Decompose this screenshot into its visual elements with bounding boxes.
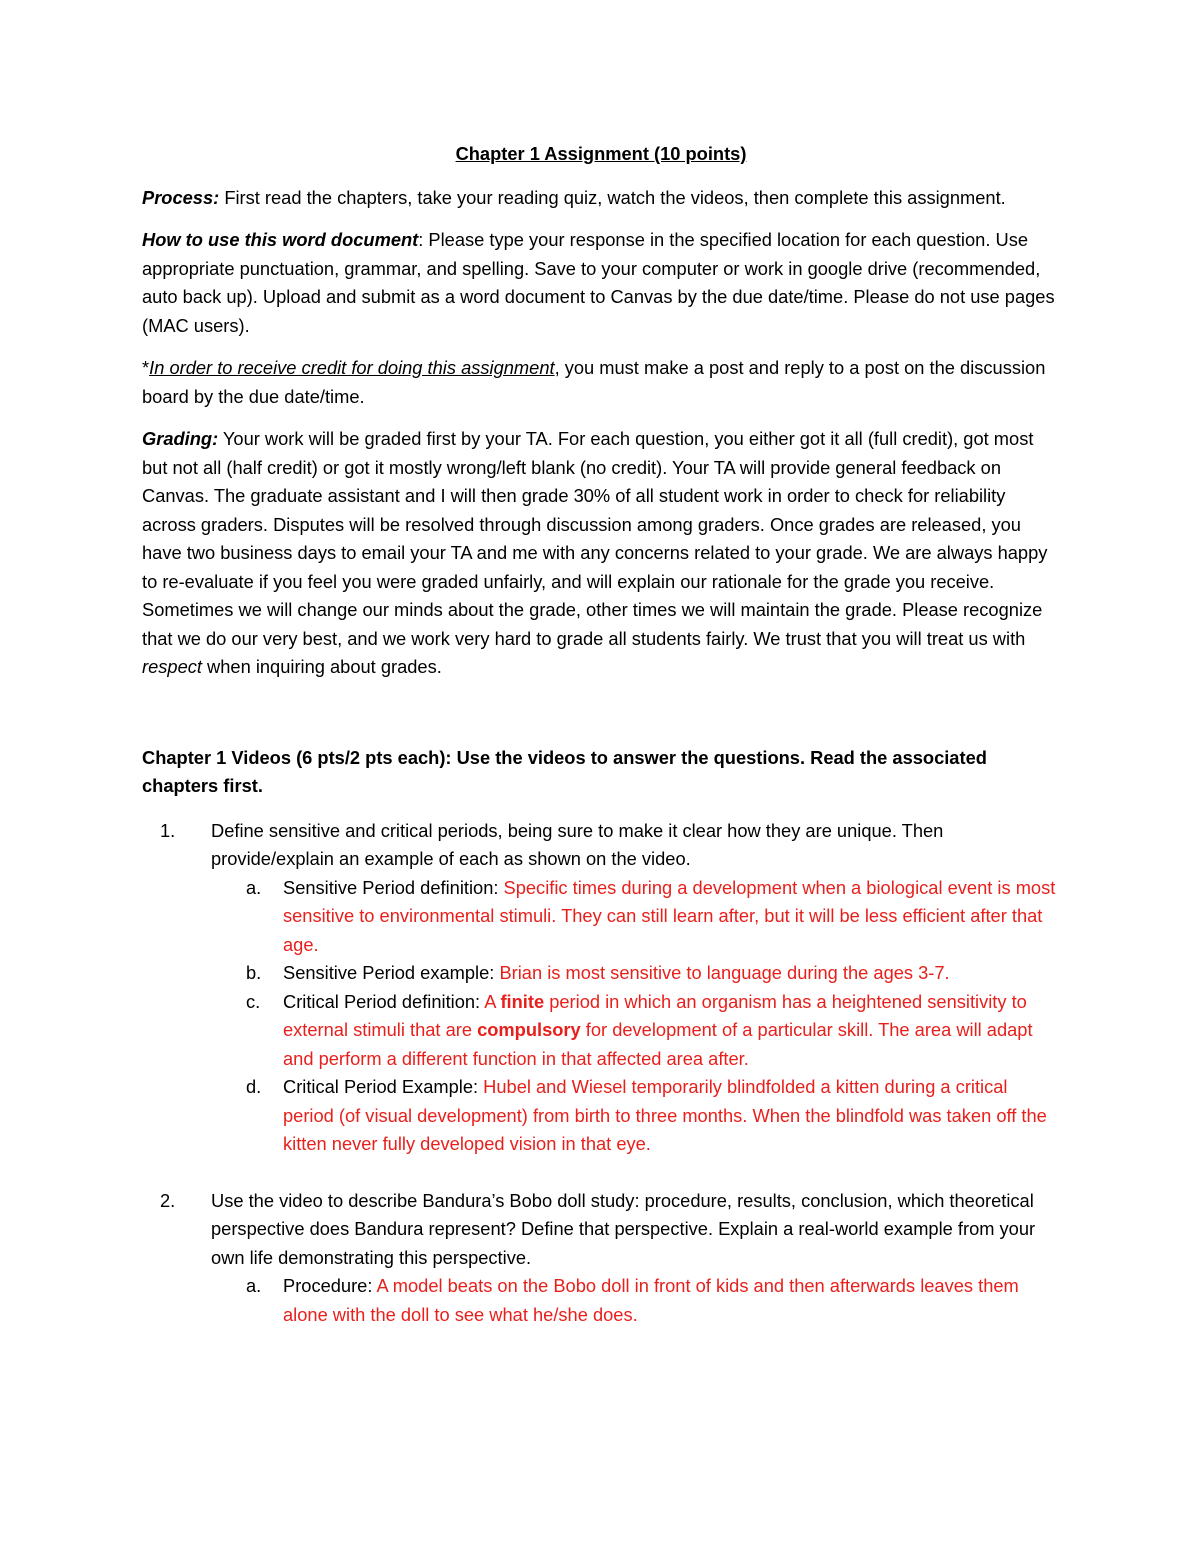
item-label: Critical Period definition:	[283, 990, 485, 1012]
grading-emphasis: respect	[142, 656, 202, 677]
grading-label: Grading:	[142, 428, 219, 449]
question-1-prompt: Define sensitive and critical periods, being sure to make it clear how they are unique. Then provide/explain an example of each as shown on the video.	[211, 819, 944, 869]
question-1-item-c	[142, 988, 1060, 1074]
item-answer-part-1: A	[484, 990, 501, 1012]
how-to-label: How to use this word document	[142, 229, 419, 250]
item-letter: a.	[246, 876, 262, 898]
question-1-item-a	[142, 874, 1060, 960]
how-to-paragraph	[142, 226, 1060, 340]
question-1-number: 1.	[160, 819, 176, 841]
item-letter: d.	[246, 1076, 262, 1097]
item-answer-part-3: for development of a particular skill. The area will adapt and perform a different function in that affected area after.	[283, 1019, 1033, 1069]
grading-text-before: Your work will be graded first by your TA. For each question, you either got it all (full credit), got most but not all (half credit) or got it mostly wrong/left blank (no credit). Your TA will provide general feedback on Canvas. The graduate assistant and I will then grade 30% of all student work in order to check for reliability across graders. Disputes will be resolved through discussion among graders. Once grades are released, you have two business days to email your TA and me with any concerns related to your grade. We are always happy to re-evaluate if you feel you were graded unfairly, and will explain our rationale for the grade you receive. Sometimes we will change our minds about the grade, other times we will maintain the grade. Please recognize that we do our very best, and we work very hard to grade all students fairly. We trust that you will treat us with	[142, 428, 1048, 649]
credit-note-prefix: *	[142, 357, 150, 378]
item-answer: Brian is most sensitive to language during the ages 3-7.	[499, 962, 950, 983]
process-text: First read the chapters, take your reading quiz, watch the videos, then complete this assignment.	[219, 186, 1006, 208]
credit-note-text: , you must make a post and reply to a post on the discussion board by the due date/time.	[142, 357, 1046, 407]
grading-text-after: when inquiring about grades.	[201, 656, 442, 677]
item-label: Sensitive Period example:	[283, 962, 500, 983]
question-1	[142, 817, 1060, 874]
item-label: Procedure:	[283, 1275, 377, 1296]
question-2-item-a	[142, 1272, 1060, 1329]
item-answer: A model beats on the Bobo doll in front of kids and then afterwards leaves them alone with the doll to see what he/she does.	[283, 1275, 1019, 1325]
item-answer: Specific times during a development when a biological event is most sensitive to environmental stimuli. They can still learn after, but it will be less efficient after that age.	[283, 876, 1056, 955]
item-label: Critical Period Example:	[283, 1076, 484, 1097]
item-answer-bold-1: finite	[500, 990, 545, 1012]
item-answer: Hubel and Wiesel temporarily blindfolded a kitten during a critical period (of visual development) from birth to three months. When the blindfold was taken off the kitten never fully developed vision in that eye.	[283, 1076, 1047, 1154]
how-to-text: : Please type your response in the specified location for each question. Use appropriate punctuation, grammar, and spelling. Save to your computer or work in google drive (recommended, auto back up). Upload and submit as a word document to Canvas by the due date/time. Please do not use pages (MAC users).	[142, 229, 1055, 336]
item-answer-bold-2: compulsory	[477, 1019, 581, 1040]
item-answer-part-2: period in which an organism has a heightened sensitivity to external stimuli that are	[283, 990, 1027, 1040]
item-label: Sensitive Period definition:	[283, 876, 504, 898]
credit-note-paragraph	[142, 354, 1060, 411]
document-page	[142, 140, 1060, 1329]
process-paragraph	[142, 184, 1060, 213]
videos-heading: Chapter 1 Videos (6 pts/2 pts each): Use the videos to answer the questions. Read the associated chapters first.	[142, 746, 987, 796]
item-letter: c.	[246, 990, 261, 1012]
credit-note-underlined: In order to receive credit for doing this assignment	[149, 357, 555, 378]
question-2	[142, 1187, 1060, 1273]
item-letter: a.	[246, 1275, 262, 1296]
question-2-prompt: Use the video to describe Bandura’s Bobo doll study: procedure, results, conclusion, which theoretical perspective does Bandura represent? Define that perspective. Explain a real-world example from your own life demonstrating this perspective.	[211, 1189, 1036, 1268]
spacer	[142, 1159, 1060, 1187]
grading-paragraph	[142, 425, 1060, 682]
document-title: Chapter 1 Assignment (10 points)	[455, 143, 747, 164]
item-letter: b.	[246, 962, 262, 983]
question-1-item-d	[142, 1073, 1060, 1159]
question-2-number: 2.	[160, 1189, 176, 1211]
process-label: Process:	[142, 186, 220, 208]
question-1-item-b	[142, 959, 1060, 988]
